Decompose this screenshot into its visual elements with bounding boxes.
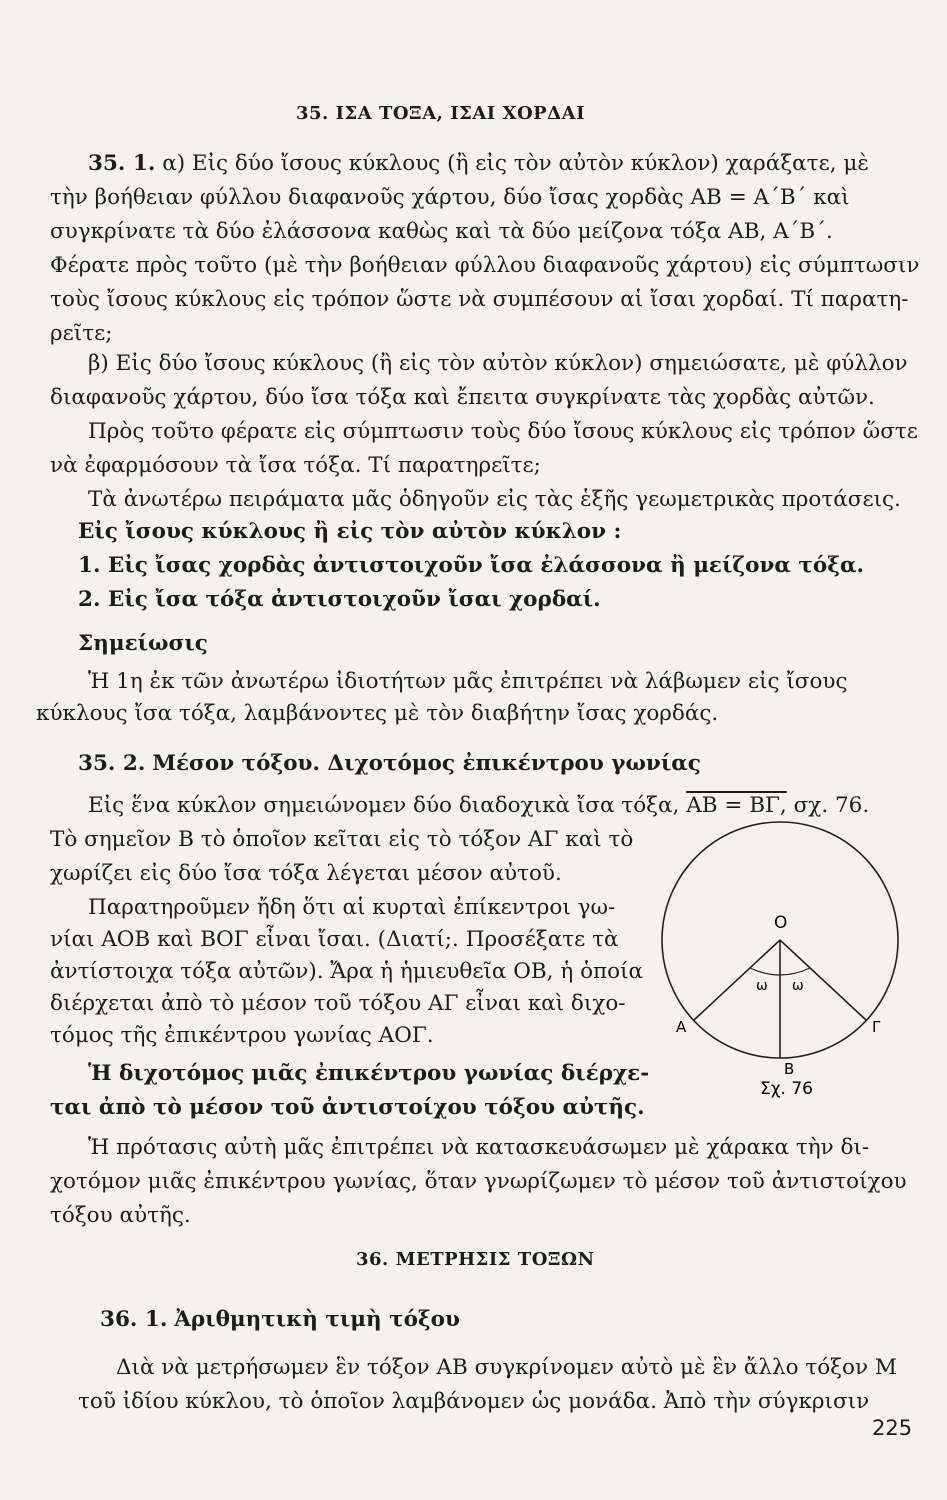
text: Εἰς ἕνα κύκλον σημειώνομεν δύο διαδοχικὰ ἴσα τόξα, [88,793,680,818]
subsection-heading [78,750,701,778]
paragraph-line: χωρίζει εἰς δύο ἴσα τόξα λέγεται μέσον αὐτοῦ. [50,861,562,886]
paragraph-line: ρεῖτε; [50,321,113,346]
text: α) Εἰς δύο ἴσους κύκλους (ἢ εἰς τὸν αὐτὸν κύκλον) χαράξατε, μὲ [162,151,869,176]
paragraph-line: Πρὸς τοῦτο φέρατε εἰς σύμπτωσιν τοὺς δύο ἴσους κύκλους εἰς τρόπον ὥστε [88,419,918,444]
theorem-heading: Εἰς ἴσους κύκλους ἢ εἰς τὸν αὐτὸν κύκλον : [78,519,622,544]
paragraph-line: ἀντίστοιχα τόξα αὐτῶν). Ἄρα ἡ ἡμιευθεῖα ΟΒ, ἡ ὁποία [50,959,644,984]
paragraph-line: Τὸ σημεῖον Β τὸ ὁποῖον κεῖται εἰς τὸ τόξον ΑΓ καὶ τὸ [50,827,634,852]
paragraph-line: τόμος τῆς ἐπικέντρου γωνίας ΑΟΓ. [50,1023,434,1048]
subsection-heading [100,1306,460,1334]
figure-76 [650,810,910,1100]
paragraph-line: νίαι ΑΟΒ καὶ ΒΟΓ εἶναι ἴσαι. (Διατί;. Προσέξατε τὰ [50,927,619,952]
label-g: Γ [872,1018,881,1036]
proposition-line: ται ἀπὸ τὸ μέσον τοῦ ἀντιστοίχου τόξου αὐτῆς. [50,1095,645,1120]
paragraph-number: 36. 1. [100,1307,168,1332]
figure-caption: Σχ. 76 [760,1079,814,1099]
paragraph-line: διαφανοῦς χάρτου, δύο ἴσα τόξα καὶ ἔπειτα συγκρίνατε τὰς χορδὰς αὐτῶν. [50,385,875,410]
paragraph-line: συγκρίνατε τὰ δύο ἐλάσσονα καθὼς καὶ τὰ δύο μείζονα τόξα ΑΒ, Α΄Β΄. [50,219,833,244]
label-a: A [676,1018,687,1036]
subsection-title: Ἀριθμητικὴ τιμὴ τόξου [174,1307,460,1332]
paragraph-line: τοὺς ἴσους κύκλους εἰς τρόπον ὥστε νὰ συμπέσουν αἱ ἴσαι χορδαί. Τί παρατη- [50,287,909,312]
proposition-line: Ἡ διχοτόμος μιᾶς ἐπικέντρου γωνίας διέρχε- [88,1061,650,1086]
paragraph-line: χοτόμον μιᾶς ἐπικέντρου γωνίας, ὅταν γνωρίζωμεν τὸ μέσον τοῦ ἀντιστοίχου [50,1169,907,1194]
remark-heading: Σημείωσις [78,631,208,656]
paragraph-line: Διὰ νὰ μετρήσωμεν ἓν τόξον ΑΒ συγκρίνομεν αὐτὸ μὲ ἓν ἄλλο τόξον Μ [116,1355,897,1380]
paragraph-line: διέρχεται ἀπὸ τὸ μέσον τοῦ τόξου ΑΓ εἶναι καὶ διχο- [50,991,626,1016]
paragraph-line: Φέρατε πρὸς τοῦτο (μὲ τὴν βοήθειαν φύλλου διαφανοῦς χάρτου) εἰς σύμπτωσιν [50,253,920,278]
paragraph-line: τοῦ ἰδίου κύκλου, τὸ ὁποῖον λαμβάνομεν ὡς μονάδα. Ἀπὸ τὴν σύγκρισιν [78,1389,870,1414]
paragraph-line [88,150,869,178]
label-b: B [784,1060,795,1078]
label-o: O [774,913,788,933]
theorem-item-2: 2. Εἰς ἴσα τόξα ἀντιστοιχοῦν ἴσαι χορδαί. [78,587,601,612]
paragraph-line: τόξου αὐτῆς. [50,1203,191,1228]
subsection-title: Μέσον τόξου. Διχοτόμος ἐπικέντρου γωνίας [152,751,701,776]
remark-line: Ἡ 1η ἐκ τῶν ἀνωτέρω ἰδιοτήτων μᾶς ἐπιτρέπει νὰ λάβωμεν εἰς ἴσους [88,669,848,694]
paragraph-number: 35. 1. [88,151,156,176]
arc-equality: ΑΒ = ΒΓ, [686,793,787,818]
paragraph-line: τὴν βοήθειαν φύλλου διαφανοῦς χάρτου, δύο ἴσας χορδὰς ΑΒ = Α΄Β΄ καὶ [50,185,850,210]
omega-right: ω [792,978,804,994]
section-35-title: 35. ΙΣΑ ΤΟΞΑ, ΙΣΑΙ ΧΟΡΔΑΙ [296,103,586,124]
omega-left: ω [756,978,768,994]
section-36-title: 36. ΜΕΤΡΗΣΙΣ ΤΟΞΩΝ [356,1249,595,1270]
page-number: 225 [872,1416,913,1440]
theorem-item-1: 1. Εἰς ἴσας χορδὰς ἀντιστοιχοῦν ἴσα ἐλάσσονα ἢ μείζονα τόξα. [78,553,864,578]
paragraph-line: Ἡ πρότασις αὐτὴ μᾶς ἐπιτρέπει νὰ κατασκευάσωμεν μὲ χάρακα τὴν δι- [88,1135,870,1160]
paragraph-line: νὰ ἐφαρμόσουν τὰ ἴσα τόξα. Τί παρατηρεῖτε; [50,453,541,478]
paragraph-line: Τὰ ἀνωτέρω πειράματα μᾶς ὁδηγοῦν εἰς τὰς ἑξῆς γεωμετρικὰς προτάσεις. [88,487,901,512]
paragraph-line: β) Εἰς δύο ἴσους κύκλους (ἢ εἰς τὸν αὐτὸν κύκλον) σημειώσατε, μὲ φύλλον [88,351,908,376]
remark-line: κύκλους ἴσα τόξα, λαμβάνοντες μὲ τὸν διαβήτην ἴσας χορδάς. [36,701,719,726]
paragraph-line: Παρατηροῦμεν ἤδη ὅτι αἱ κυρταὶ ἐπίκεντροι γω- [88,895,616,920]
figure-reference: σχ. 76. [793,793,870,818]
paragraph-number: 35. 2. [78,751,146,776]
